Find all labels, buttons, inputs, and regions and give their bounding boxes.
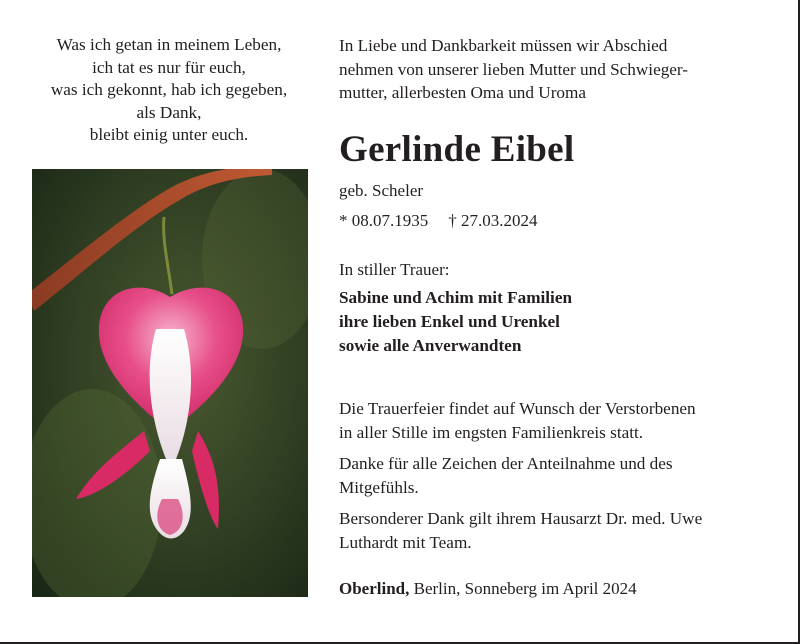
- deceased-name: Gerlinde Eibel: [339, 129, 575, 170]
- maiden-name: geb. Scheler: [339, 181, 424, 200]
- note-line: Bersonderer Dank gilt ihrem Hausarzt Dr. med. Uwe: [339, 509, 703, 528]
- mourner-name: ihre lieben Enkel und Urenkel: [339, 312, 560, 331]
- thanks-note: [339, 452, 784, 500]
- poem-line: was ich gekonnt, hab ich gegeben,: [50, 80, 288, 100]
- note-line: Die Trauerfeier findet auf Wunsch der Verstorbenen: [339, 399, 696, 418]
- bleeding-heart-flower-image: [32, 169, 308, 597]
- mourner-name: sowie alle Anverwandten: [339, 336, 522, 355]
- note-line: Danke für alle Zeichen der Anteilnahme und des: [339, 454, 673, 473]
- mourners-heading: In stiller Trauer:: [339, 260, 450, 279]
- place-rest: Berlin, Sonneberg im April 2024: [409, 579, 637, 598]
- memorial-poem: [20, 34, 318, 147]
- intro-line: mutter, allerbesten Oma und Uroma: [339, 83, 587, 102]
- funeral-note: [339, 397, 784, 445]
- poem-line: bleibt einig unter euch.: [89, 125, 249, 145]
- place-and-date: [339, 578, 637, 600]
- note-line: Mitgefühls.: [339, 478, 419, 497]
- mourners-list: [339, 286, 784, 358]
- poem-line: ich tat es nur für euch,: [92, 57, 246, 77]
- special-thanks-note: [339, 507, 784, 555]
- flower-photo: [32, 169, 308, 597]
- intro-line: In Liebe und Dankbarkeit müssen wir Abschied: [339, 36, 668, 55]
- life-dates: [339, 210, 558, 232]
- intro-text: [339, 34, 784, 105]
- intro-line: nehmen von unserer lieben Mutter und Schwieger-: [339, 59, 689, 79]
- birth-date: * 08.07.1935: [339, 211, 429, 230]
- note-line: Luthardt mit Team.: [339, 533, 472, 552]
- poem-line: Was ich getan in meinem Leben,: [56, 35, 282, 54]
- place-bold: Oberlind,: [339, 579, 410, 598]
- mourner-name: Sabine und Achim mit Familien: [339, 288, 573, 307]
- death-date: † 27.03.2024: [448, 211, 538, 230]
- poem-line: als Dank,: [136, 102, 202, 122]
- note-line: in aller Stille im engsten Familienkreis statt.: [339, 423, 644, 442]
